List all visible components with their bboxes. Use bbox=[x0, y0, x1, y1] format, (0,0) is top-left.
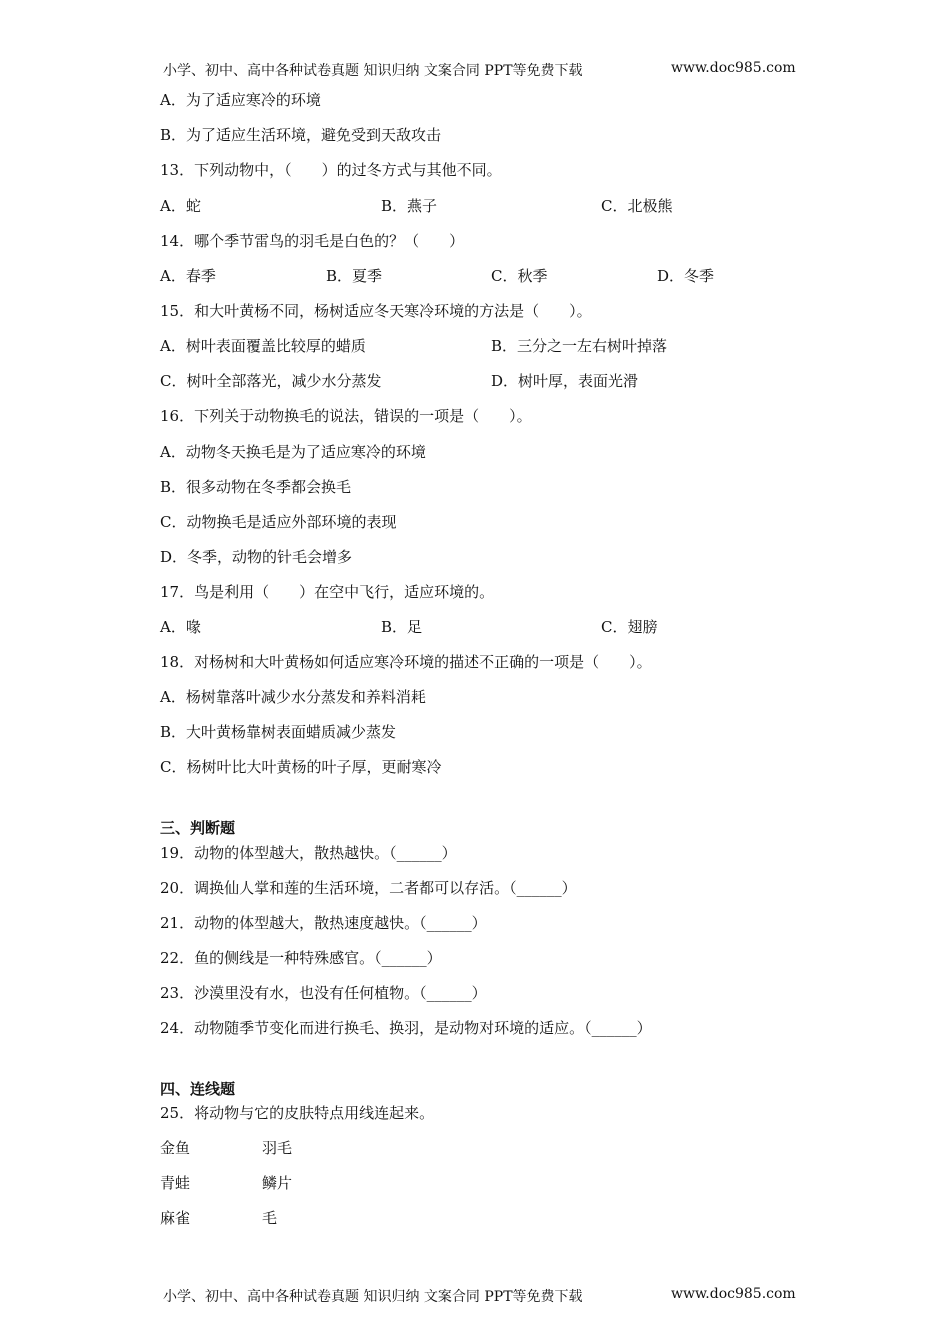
q22: 22．鱼的侧线是一种特殊感官。（______） bbox=[160, 949, 442, 967]
q20: 20．调换仙人掌和莲的生活环境，二者都可以存活。（______） bbox=[160, 879, 577, 897]
q17-stem: 17．鸟是利用（ ）在空中飞行，适应环境的。 bbox=[160, 583, 495, 601]
q14-option-d: D．冬季 bbox=[657, 267, 715, 285]
match-right-item: 毛 bbox=[262, 1209, 278, 1227]
q13-option-b: B．燕子 bbox=[381, 197, 438, 215]
q15-option-a: A．树叶表面覆盖比较厚的蜡质 bbox=[160, 337, 366, 355]
q23: 23．沙漠里没有水，也没有任何植物。（______） bbox=[160, 984, 487, 1002]
page-footer bbox=[163, 1286, 796, 1306]
q12-option-a: A．为了适应寒冷的环境 bbox=[160, 91, 321, 109]
match-left-item: 金鱼 bbox=[160, 1139, 191, 1157]
q24: 24．动物随季节变化而进行换毛、换羽，是动物对环境的适应。（______） bbox=[160, 1019, 652, 1037]
q15-option-d: D．树叶厚，表面光滑 bbox=[491, 372, 639, 390]
q17-option-c: C．翅膀 bbox=[601, 618, 658, 636]
q14-option-c: C．秋季 bbox=[491, 267, 548, 285]
q17-option-b: B．足 bbox=[381, 618, 423, 636]
q19: 19．动物的体型越大，散热越快。（______） bbox=[160, 844, 457, 862]
q17-option-a: A．喙 bbox=[160, 618, 201, 636]
q18-stem: 18．对杨树和大叶黄杨如何适应寒冷环境的描述不正确的一项是（ ）。 bbox=[160, 653, 652, 671]
q25-stem: 25．将动物与它的皮肤特点用线连起来。 bbox=[160, 1104, 435, 1122]
page-header bbox=[163, 60, 796, 80]
footer-text: 小学、初中、高中各种试卷真题 知识归纳 文案合同 PPT等免费下载 bbox=[163, 1289, 583, 1305]
q14-option-a: A．春季 bbox=[160, 267, 216, 285]
q13-stem: 13．下列动物中，（ ）的过冬方式与其他不同。 bbox=[160, 161, 502, 179]
match-right-item: 羽毛 bbox=[262, 1139, 293, 1157]
q21: 21．动物的体型越大，散热速度越快。（______） bbox=[160, 914, 487, 932]
q16-option-c: C．动物换毛是适应外部环境的表现 bbox=[160, 513, 397, 531]
q15-option-c: C．树叶全部落光，减少水分蒸发 bbox=[160, 372, 382, 390]
section4-title: 四、连线题 bbox=[160, 1080, 236, 1098]
footer-url[interactable]: www.doc985.com bbox=[671, 1286, 796, 1302]
q16-stem: 16．下列关于动物换毛的说法，错误的一项是（ ）。 bbox=[160, 407, 532, 425]
header-text: 小学、初中、高中各种试卷真题 知识归纳 文案合同 PPT等免费下载 bbox=[163, 63, 583, 79]
q18-option-a: A．杨树靠落叶减少水分蒸发和养料消耗 bbox=[160, 688, 426, 706]
section3-title: 三、判断题 bbox=[160, 819, 236, 837]
match-left-item: 青蛙 bbox=[160, 1174, 191, 1192]
q16-option-d: D．冬季，动物的针毛会增多 bbox=[160, 548, 353, 566]
q18-option-c: C．杨树叶比大叶黄杨的叶子厚，更耐寒冷 bbox=[160, 758, 442, 776]
q12-option-b: B．为了适应生活环境，避免受到天敌攻击 bbox=[160, 126, 442, 144]
q13-option-a: A．蛇 bbox=[160, 197, 201, 215]
q14-option-b: B．夏季 bbox=[326, 267, 383, 285]
match-left-item: 麻雀 bbox=[160, 1209, 191, 1227]
header-url[interactable]: www.doc985.com bbox=[671, 60, 796, 76]
match-right-item: 鳞片 bbox=[262, 1174, 293, 1192]
q18-option-b: B．大叶黄杨靠树表面蜡质减少蒸发 bbox=[160, 723, 397, 741]
q15-stem: 15．和大叶黄杨不同，杨树适应冬天寒冷环境的方法是（ ）。 bbox=[160, 302, 592, 320]
q16-option-b: B．很多动物在冬季都会换毛 bbox=[160, 478, 352, 496]
q16-option-a: A．动物冬天换毛是为了适应寒冷的环境 bbox=[160, 443, 426, 461]
q13-option-c: C．北极熊 bbox=[601, 197, 673, 215]
q14-stem: 14．哪个季节雷鸟的羽毛是白色的？（ ） bbox=[160, 232, 465, 250]
q15-option-b: B．三分之一左右树叶掉落 bbox=[491, 337, 668, 355]
